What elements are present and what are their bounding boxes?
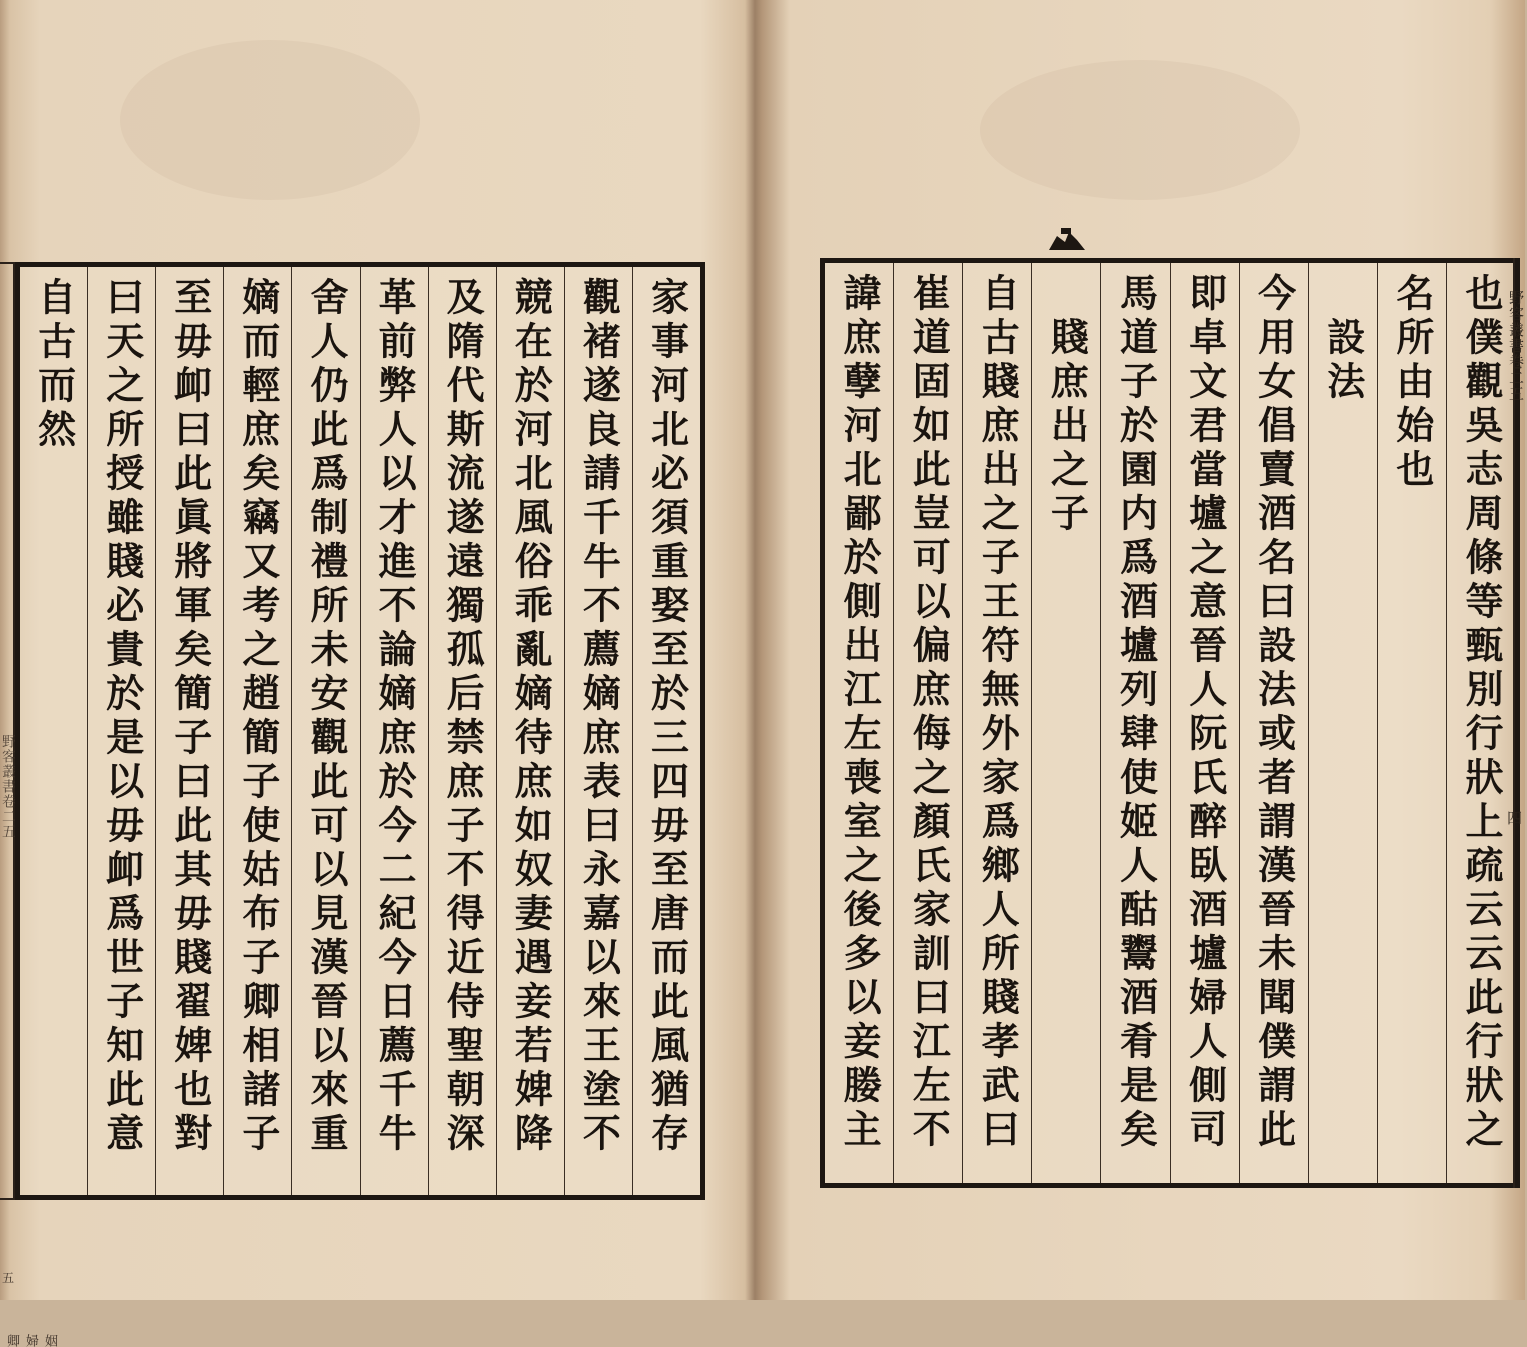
left-page [0, 0, 755, 1347]
fish-tail-mark-icon [1047, 228, 1087, 252]
text-column: 至毋卹曰此眞將軍矣簡子曰此其毋賤翟婢也對 [155, 267, 223, 1195]
text-column: 今用女倡賣酒名曰設法或者謂漢晉未聞僕謂此 [1239, 263, 1308, 1183]
left-text-columns [20, 267, 700, 1195]
right-margin-page-number: 四 [1505, 810, 1523, 825]
text-column: 家事河北必須重娶至於三四毋至唐而此風猶存 [632, 267, 700, 1195]
left-text-frame [15, 262, 705, 1200]
text-column: 諱庶孽河北鄙於側出江左喪室之後多以妾媵主 [837, 273, 883, 1153]
right-text-frame [820, 258, 1520, 1188]
text-column: 曰天之所授雖賤必貴於是以毋卹爲世子知此意 [87, 267, 155, 1195]
left-margin-page-number: 五 [2, 1271, 15, 1285]
text-column: 觀褚遂良請千牛不薦嫡庶表曰永嘉以來王塗不 [564, 267, 632, 1195]
text-column: 自古而然 [31, 277, 77, 453]
right-text-columns [825, 263, 1515, 1183]
text-column: 馬道子於園内爲酒壚列肆使姬人酤鬻酒肴是矣 [1100, 263, 1169, 1183]
text-column: 舍人仍此爲制禮所未安觀此可以見漢晉以來重 [291, 267, 359, 1195]
text-column: 競在於河北風俗乖亂嫡待庶如奴妻遇妾若婢降 [496, 267, 564, 1195]
text-column: 嫡而輕庶矣竊又考之趙簡子使姑布子卿相諸子 [223, 267, 291, 1195]
section-heading-column: 設法 [1308, 263, 1377, 1183]
text-column: 即卓文君當壚之意晉人阮氏醉臥酒壚婦人側司 [1170, 263, 1239, 1183]
left-margin-title: 野客叢書卷二五 [0, 734, 16, 839]
text-column: 自古賤庶出之子王符無外家爲鄉人所賤孝武曰 [962, 263, 1031, 1183]
right-margin-title: 野客叢書卷二五 [1507, 290, 1525, 402]
section-heading-column: 賤庶出之子 [1031, 263, 1100, 1183]
right-page [762, 0, 1525, 1300]
text-column: 也僕觀吳志周條等甄別行狀上疏云云此行狀之 [1446, 263, 1515, 1183]
text-column: 革前弊人以才進不論嫡庶於今二紀今日薦千牛 [360, 267, 428, 1195]
text-column: 名所由始也 [1377, 263, 1446, 1183]
left-margin-note: 姻婦卿 [4, 1334, 57, 1347]
text-column: 崔道固如此豈可以偏庶侮之顏氏家訓曰江左不 [893, 263, 962, 1183]
text-column: 及隋代斯流遂遠獨孤后禁庶子不得近侍聖朝深 [428, 267, 496, 1195]
